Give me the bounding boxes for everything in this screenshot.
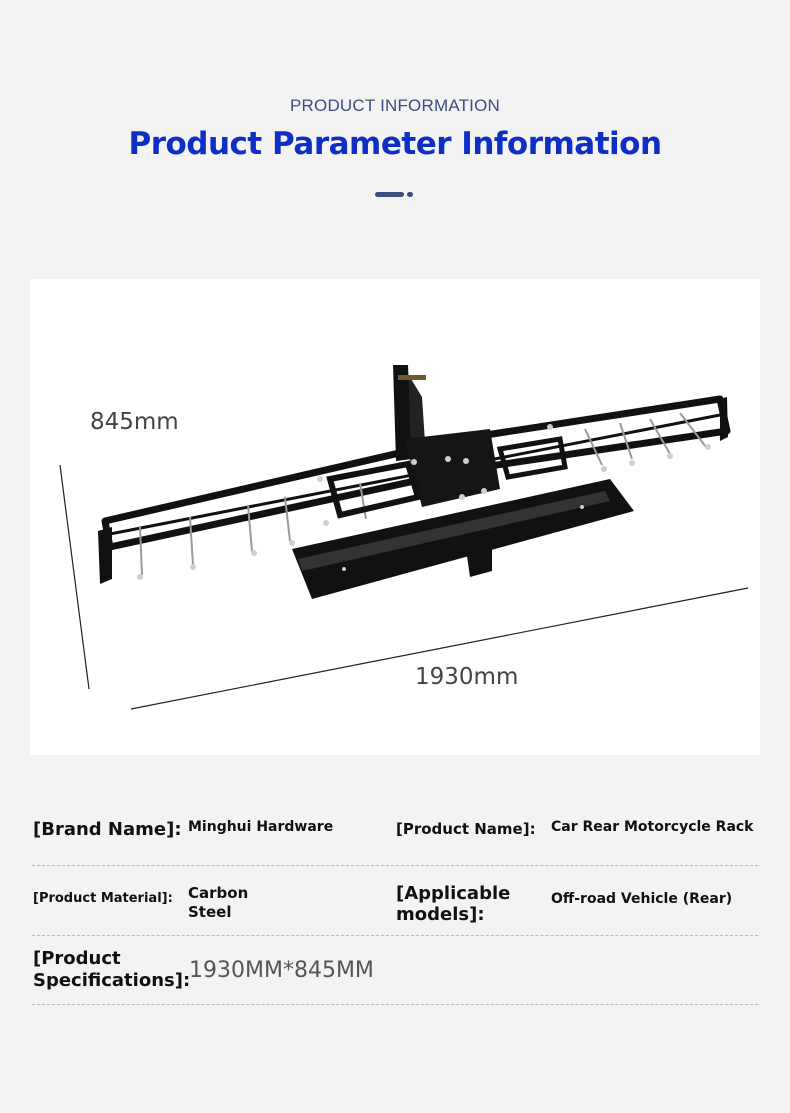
title-underline-decoration: [375, 192, 415, 198]
rack-body: [98, 365, 728, 599]
page-title: Product Parameter Information: [128, 126, 662, 162]
underline-bar: [375, 192, 404, 197]
width-dimension-line: [131, 588, 748, 709]
brand-label: [Brand Name]:: [33, 819, 182, 840]
product-image-panel: [30, 279, 760, 755]
spec-row-material: [32, 866, 758, 936]
spec-table: [32, 800, 758, 1005]
models-label-line2: models]:: [396, 904, 485, 925]
height-dimension-line: [60, 465, 89, 689]
material-value-line2: Steel: [188, 903, 232, 921]
underline-dot: [407, 192, 413, 197]
height-dimension-label: 845mm: [90, 409, 179, 435]
spec-value: 1930MM*845MM: [189, 958, 374, 983]
spec-row-brand: [32, 800, 758, 866]
motorcycle-rack-illustration: [30, 279, 760, 755]
spec-label-line1: [Product: [33, 948, 121, 969]
models-value: Off-road Vehicle (Rear): [551, 891, 733, 907]
models-label-line1: [Applicable: [396, 883, 511, 904]
brand-value: Minghui Hardware: [188, 819, 334, 835]
material-label: [Product Material]:: [33, 891, 173, 906]
spec-label-line2: Specifications]:: [33, 970, 191, 991]
material-value-line1: Carbon: [188, 884, 249, 902]
section-subtitle: PRODUCT INFORMATION: [290, 96, 500, 115]
product-name-label: [Product Name]:: [396, 820, 536, 838]
product-name-value: Car Rear Motorcycle Rack: [551, 819, 754, 835]
width-dimension-label: 1930mm: [415, 664, 519, 690]
spec-row-specifications: [32, 936, 758, 1005]
